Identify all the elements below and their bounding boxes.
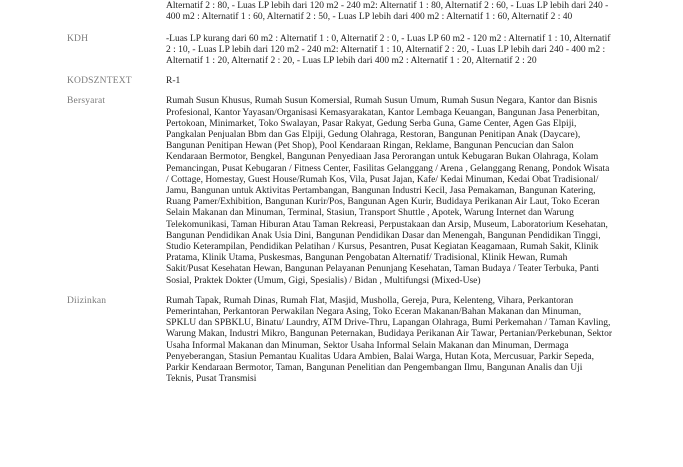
attribute-row-kodszntext <box>0 76 683 87</box>
attribute-row-bersyarat <box>0 96 683 286</box>
attribute-label-diizinkan: Diizinkan <box>67 295 107 306</box>
attribute-value-kdh: -Luas LP kurang dari 60 m2 : Alternatif 1 : 0, Alternatif 2 : 0, - Luas LP 60 m2 - 120 m2 : Alternatif 1 : 10, Alternatif 2 : 10, - Luas LP lebih dari 120 m2 - 240 m2: Alternatif 1 : 10, Alternatif 2 : 20, - Luas LP lebih dari 240 - 400 m2 : Alternatif 1 : 20, Alternatif 2 : 20, - Luas LP lebih dari 400 m2 : Alternatif 1 : 20, Alternatif 2 : 20 <box>166 33 611 67</box>
attribute-label-kdh: KDH <box>67 33 89 44</box>
attribute-label-kodszntext: KODSZNTEXT <box>67 76 132 87</box>
attribute-row-diizinkan <box>0 296 683 386</box>
attribute-value-kodszntext: R-1 <box>166 76 181 87</box>
attribute-row-kdh <box>0 34 683 68</box>
attribute-value-diizinkan: Rumah Tapak, Rumah Dinas, Rumah Flat, Masjid, Musholla, Gereja, Pura, Kelenteng, Vihara, Perkantoran Pemerintahan, Perkantoran Perwakilan Negara Asing, Toko Eceran Makanan/Bahan Makanan dan Minuman, SPKLU dan SPBKLU, Binatu/ Laundry, ATM Drive-Thru, Lapangan Olahraga, Bumi Perkemahan / Taman Kavling, Warung Makan, Industri Mikro, Bangunan Peternakan, Budidaya Perikanan Air Tawar, Pertanian/Perkebunan, Sektor Usaha Informal Makanan dan Minuman, Sektor Usaha Informal Selain Makanan dan Minuman, Dermaga Penyeberangan, Stasiun Pemantau Kualitas Udara Ambien, Balai Warga, Hutan Kota, Mercusuar, Parkir Sepeda, Parkir Kendaraan Bermotor, Taman, Bangunan Penelitian dan Pengembangan Ilmu, Bangunan Analis dan Uji Teknis, Pusat Transmisi <box>166 295 612 385</box>
attribute-label-bersyarat: Bersyarat <box>67 96 106 107</box>
attribute-value-ktb: Alternatif 2 : 80, - Luas LP lebih dari 120 m2 - 240 m2: Alternatif 1 : 80, Alternatif 2 : 60, - Luas LP lebih dari 240 - 400 m2 : Alternatif 1 : 60, Alternatif 2 : 50, - Luas LP lebih dari 400 m2 : Alternatif 1 : 60, Alternatif 2 : 40 <box>166 1 609 23</box>
attribute-row-ktb <box>0 0 683 24</box>
attribute-value-bersyarat: Rumah Susun Khusus, Rumah Susun Komersial, Rumah Susun Umum, Rumah Susun Negara, Kantor dan Bisnis Profesional, Kantor Yayasan/Organisasi Kemasyarakatan, Kantor Lembaga Keuangan, Bangunan Jasa Penerbitan, Pertokoan, Minimarket, Toko Swalayan, Pasar Rakyat, Gedung Serba Guna, Game Center, Agen Gas Elpiji, Pangkalan Penjualan Bbm dan Gas Elpiji, Gedung Olahraga, Restoran, Bangunan Penitipan Anak (Daycare), Bangunan Penitipan Hewan (Pet Shop), Pool Kendaraan Ringan, Reklame, Bangunan Pencucian dan Salon Kendaraan Bermotor, Bengkel, Bangunan Penyediaan Jasa Perorangan untuk Kebugaran Bukan Olahraga, Kolam Pemancingan, Pusat Kebugaran / Fitness Center, Fasilitas Gelanggang / Arena , Gelanggang Renang, Pondok Wisata / Cottage, Homestay, Guest House/Rumah Kos, Vila, Pusat Jajan, Kafe/ Kedai Minuman, Kedai Obat Tradisional/ Jamu, Bangunan untuk Aktivitas Pertambangan, Bangunan Industri Kecil, Jasa Pemakaman, Bangunan Katering, Ruang Pamer/Exhibition, Bangunan Kurir/Pos, Bangunan Agen Kurir, Budidaya Perikanan Air Laut, Toko Eceran Selain Makanan dan Minuman, Terminal, Stasiun, Transport Shuttle , Apotek, Warung Internet dan Warung Telekomunikasi, Taman Hiburan Atau Taman Rekreasi, Perpustakaan dan Arsip, Museum, Laboratorium Kesehatan, Bangunan Pendidikan Anak Usia Dini, Bangunan Pendidikan Dasar dan Menengah, Bangunan Pendidikan Tinggi, Studio Keterampilan, Pendidikan Pelatihan / Kursus, Pesantren, Pusat Kegiatan Keagamaan, Rumah Sakit, Klinik Pratama, Klinik Utama, Puskesmas, Bangunan Pengobatan Alternatif/ Tradisional, Klinik Hewan, Rumah Sakit/Pusat Kesehatan Hewan, Bangunan Pelayanan Penunjang Kesehatan, Taman Budaya / Teater Terbuka, Panti Sosial, Praktek Dokter (Umum, Gigi, Spesialis) / Bidan , Multifungsi (Mixed-Use) <box>166 96 610 286</box>
